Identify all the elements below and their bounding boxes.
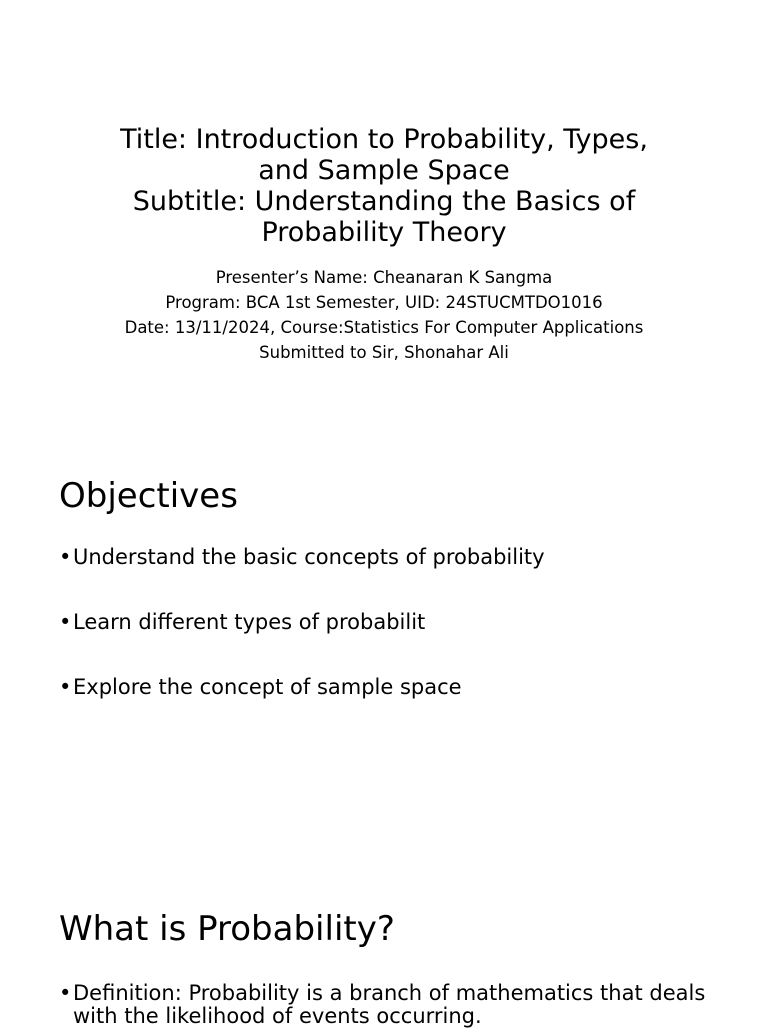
bullet-icon: •	[59, 981, 72, 1005]
title-slide	[0, 124, 768, 365]
program-info: Program: BCA 1st Semester, UID: 24STUCMTDO1016	[165, 293, 603, 312]
presentation-details	[0, 265, 768, 365]
title-line: Title: Introduction to Probability, Types,	[120, 124, 648, 155]
probability-heading: What is Probability?	[59, 909, 395, 949]
list-item	[59, 611, 749, 634]
list-item-text: Definition: Probability is a branch of mathematics that deals with the likelihood of events occurring.	[73, 981, 706, 1028]
date-course: Date: 13/11/2024, Course:Statistics For Computer Applications	[124, 318, 644, 337]
title-line: and Sample Space	[258, 155, 510, 186]
subtitle-line: Subtitle: Understanding the Basics of	[132, 186, 636, 217]
bullet-icon: •	[59, 610, 72, 634]
submitted-to: Submitted to Sir, Shonahar Ali	[259, 343, 509, 362]
presenter-name: Presenter’s Name: Cheanaran K Sangma	[215, 268, 553, 287]
list-item-text: Explore the concept of sample space	[73, 675, 462, 699]
list-item	[59, 982, 749, 1028]
list-item-text: Understand the basic concepts of probability	[73, 545, 545, 569]
bullet-icon: •	[59, 675, 72, 699]
objectives-slide	[59, 476, 749, 741]
list-item	[59, 676, 749, 699]
subtitle-line: Probability Theory	[261, 217, 507, 248]
list-item	[59, 546, 749, 569]
objectives-heading: Objectives	[59, 476, 238, 516]
objectives-list	[59, 546, 749, 699]
bullet-icon: •	[59, 545, 72, 569]
what-is-probability-slide	[59, 909, 749, 1028]
list-item-text: Learn different types of probabilit	[73, 610, 426, 634]
slide-title	[84, 124, 684, 248]
probability-list	[59, 982, 749, 1028]
